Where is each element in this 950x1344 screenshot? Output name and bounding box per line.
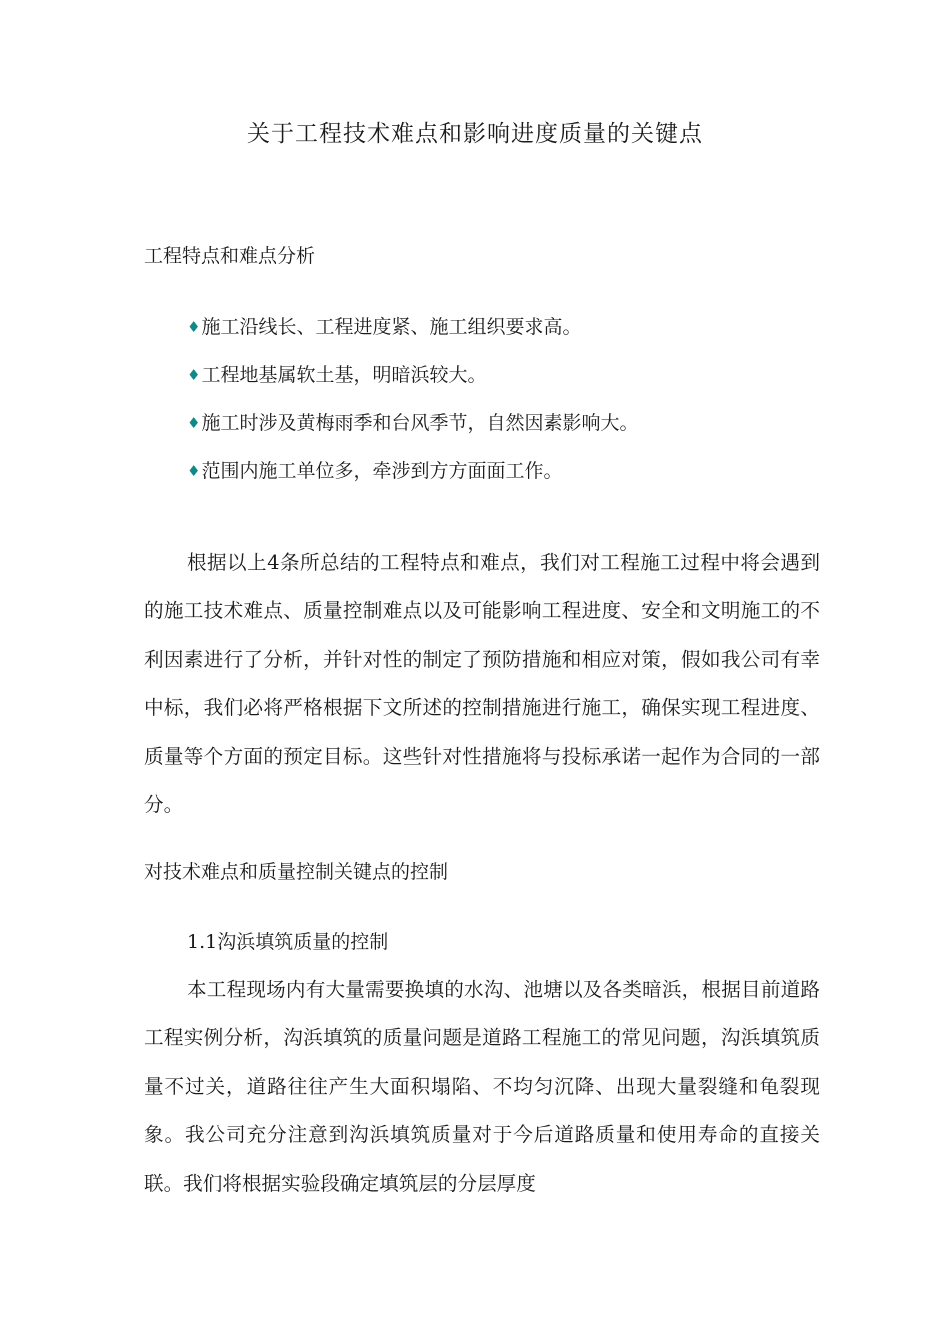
list-item xyxy=(187,399,638,447)
list-item xyxy=(187,447,638,495)
diamond-bullet-icon: ♦ xyxy=(187,462,201,480)
bullet-text: 范围内施工单位多，牵涉到方方面面工作。 xyxy=(201,460,563,482)
section-heading-features: 工程特点和难点分析 xyxy=(144,245,316,267)
list-item xyxy=(187,303,638,351)
feature-bullet-list xyxy=(187,303,638,495)
list-item xyxy=(187,351,638,399)
diamond-bullet-icon: ♦ xyxy=(187,318,201,336)
diamond-bullet-icon: ♦ xyxy=(187,414,201,432)
bullet-text: 施工时涉及黄梅雨季和台风季节，自然因素影响大。 xyxy=(201,412,639,434)
section-heading-control: 对技术难点和质量控制关键点的控制 xyxy=(144,861,449,883)
diamond-bullet-icon: ♦ xyxy=(187,366,201,384)
bullet-text: 施工沿线长、工程进度紧、施工组织要求高。 xyxy=(201,316,582,338)
summary-paragraph: 根据以上4条所总结的工程特点和难点，我们对工程施工过程中将会遇到的施工技术难点、质量控制难点以及可能影响工程进度、安全和文明施工的不利因素进行了分析，并针对性的制定了预防措施和相应对策，假如我公司有幸中标，我们必将严格根据下文所述的控制措施进行施工，确保实现工程进度、质量等个方面的预定目标。这些针对性措施将与投标承诺一起作为合同的一部分。 xyxy=(144,551,820,817)
subsection-heading: 1.1沟浜填筑质量的控制 xyxy=(187,931,389,953)
document-title: 关于工程技术难点和影响进度质量的关键点 xyxy=(247,121,703,147)
body-paragraph: 本工程现场内有大量需要换填的水沟、池塘以及各类暗浜，根据目前道路工程实例分析，沟浜填筑的质量问题是道路工程施工的常见问题，沟浜填筑质量不过关，道路往往产生大面积塌陷、不均匀沉降、出现大量裂缝和龟裂现象。我公司充分注意到沟浜填筑质量对于今后道路质量和使用寿命的直接关联。我们将根据实验段确定填筑层的分层厚度 xyxy=(144,978,820,1195)
bullet-text: 工程地基属软土基，明暗浜较大。 xyxy=(201,364,487,386)
